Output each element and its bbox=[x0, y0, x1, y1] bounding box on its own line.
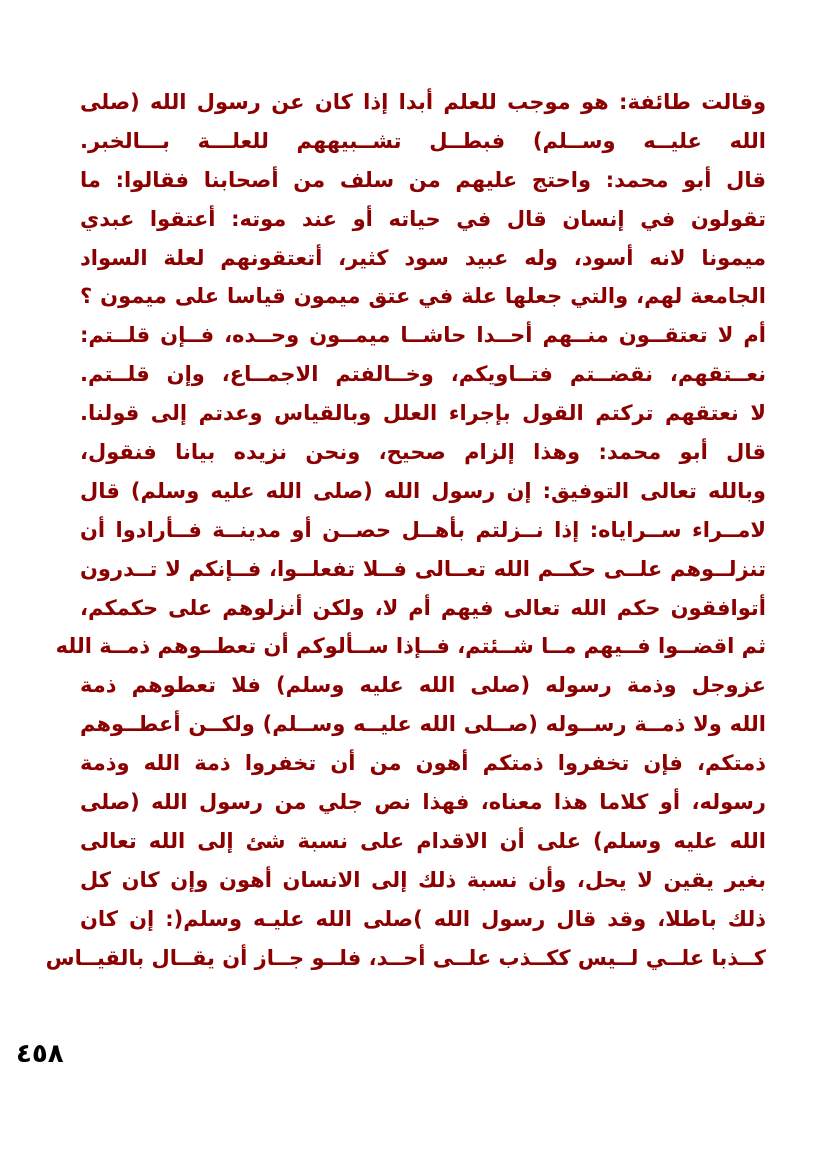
text-line-12: لامــراء ســراياه: إذا نــزلتم بأهــل حصــن أو مدينــة فــأرادوا أن bbox=[80, 517, 766, 542]
text-line-17: الله ولا ذمــة رســوله (صــلى الله عليــه وســلم) ولكــن أعطــوهم bbox=[80, 712, 766, 737]
text-line-6: الجامعة لهم، والتي جعلها علة في عتق ميمون قياسا على ميمون ؟ bbox=[80, 284, 766, 309]
text-line-16: عزوجل وذمة رسوله (صلى الله عليه وسلم) فلا تعطوهم ذمة bbox=[80, 673, 766, 698]
text-line-22: ذلك باطلا، وقد قال رسول الله )صلى الله عليـه وسلم(: إن كان bbox=[80, 906, 766, 931]
page-number: ٤٥٨ bbox=[16, 1039, 64, 1069]
text-line-15: ثم اقضــوا فــيهم مــا شــئتم، فــإذا ســألوكم أن تعطــوهم ذمــة الله bbox=[55, 634, 766, 659]
text-line-2: الله عليــه وســلم) فبطــل تشــبيههم للعلـــة بـــالخبر. bbox=[80, 128, 766, 153]
text-line-10: قال أبو محمد: وهذا إلزام صحيح، ونحن نزيده بيانا فنقول، bbox=[80, 440, 766, 465]
text-line-4: تقولون في إنسان قال في حياته أو عند موته: أعتقوا عبدي bbox=[80, 206, 766, 231]
text-line-3: قال أبو محمد: واحتج عليهم من سلف من أصحابنا فقالوا: ما bbox=[80, 167, 766, 192]
text-line-14: أتوافقون حكم الله تعالى فيهم أم لا، ولكن أنزلوهم على حكمكم، bbox=[80, 595, 766, 620]
text-line-1: وقالت طائفة: هو موجب للعلم أبدا إذا كان عن رسول الله (صلى bbox=[80, 90, 766, 114]
text-line-18: ذمتكم، فإن تخفروا ذمتكم أهون من أن تخفروا ذمة الله وذمة bbox=[80, 751, 766, 776]
text-line-11: وبالله تعالى التوفيق: إن رسول الله (صلى الله عليه وسلم) قال bbox=[80, 478, 766, 503]
text-line-5: ميمونا لانه أسود، وله عبيد سود كثير، أتعتقونهم لعلة السواد bbox=[80, 245, 766, 270]
text-line-20: الله عليه وسلم) على أن الاقدام على نسبة شئ إلى الله تعالى bbox=[80, 828, 766, 853]
text-line-8: نعــتقهم، نقضــتم فتــاويكم، وخــالفتم الاجمــاع، وإن قلــتم. bbox=[80, 362, 766, 387]
text-line-9: لا نعتقهم تركتم القول بإجراء العلل وبالقياس وعدتم إلى قولنا. bbox=[80, 401, 766, 426]
text-line-13: تنزلــوهم علــى حكــم الله تعــالى فــلا تفعلــوا، فــإنكم لا تــدرون bbox=[80, 556, 766, 581]
text-line-7: أم لا تعتقــون منــهم أحــدا حاشــا ميمــون وحــده، فــإن قلــتم: bbox=[80, 323, 766, 348]
body-text bbox=[45, 83, 766, 977]
text-line-21: بغير يقين لا يحل، وأن نسبة ذلك إلى الانسان أهون وإن كان كل bbox=[80, 867, 766, 892]
text-line-23: كــذبا علــي لــيس ككــذب علــى أحــد، فلــو جــاز أن يقــال بالقيــاس bbox=[45, 945, 766, 970]
text-line-19: رسوله، أو كلاما هذا معناه، فهذا نص جلي من رسول الله (صلى bbox=[80, 790, 766, 815]
